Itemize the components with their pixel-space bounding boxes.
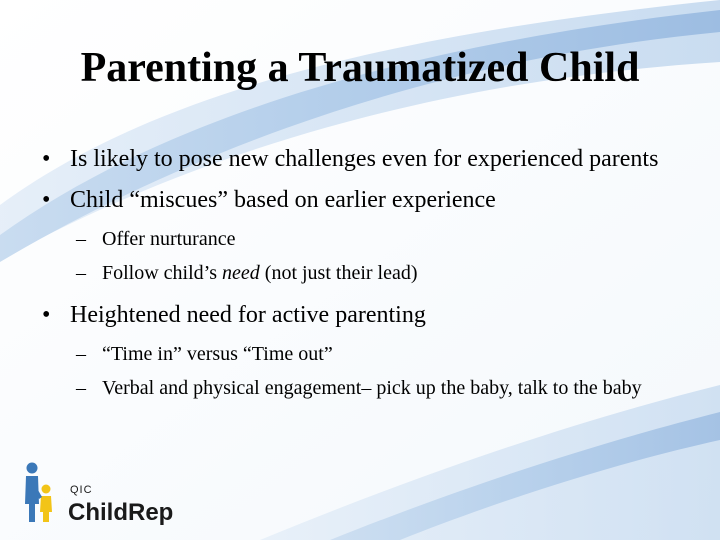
sub-bullet-engagement xyxy=(40,374,680,403)
bullet-text: Heightened need for active parenting xyxy=(70,302,426,328)
dash-marker: – xyxy=(76,343,86,365)
sub-bullet-time-in xyxy=(40,340,680,369)
dash-marker: – xyxy=(76,228,86,250)
bullet-text: Child “miscues” based on earlier experience xyxy=(70,187,496,213)
dash-marker: – xyxy=(76,377,86,399)
bullet-active-parenting xyxy=(40,299,680,332)
bullet-marker: • xyxy=(42,302,51,328)
sub-bullet-follow-need xyxy=(40,259,680,288)
bullet-text: Is likely to pose new challenges even for experienced parents xyxy=(70,146,659,172)
bullet-challenges xyxy=(40,143,680,176)
dash-marker: – xyxy=(76,262,86,284)
sub-bullet-text-post: (not just their lead) xyxy=(259,262,418,284)
sub-bullet-emphasis: need xyxy=(222,262,260,284)
logo-top-text: QIC xyxy=(70,484,93,496)
bullet-marker: • xyxy=(42,187,51,213)
sub-bullet-text: “Time in” versus “Time out” xyxy=(102,343,333,365)
sub-bullet-text: Verbal and physical engagement– pick up the baby, talk to the baby xyxy=(102,377,642,399)
qic-childrep-logo xyxy=(22,460,182,530)
sub-bullet-text-pre: Follow child’s xyxy=(102,262,223,284)
bullet-list xyxy=(40,143,680,408)
bullet-miscues xyxy=(40,184,680,217)
logo-main-text: ChildRep xyxy=(68,499,174,526)
bullet-marker: • xyxy=(42,146,51,172)
slide-title: Parenting a Traumatized Child xyxy=(80,45,640,91)
sub-bullet-text: Offer nurturance xyxy=(102,228,236,250)
sub-bullet-nurturance xyxy=(40,225,680,254)
